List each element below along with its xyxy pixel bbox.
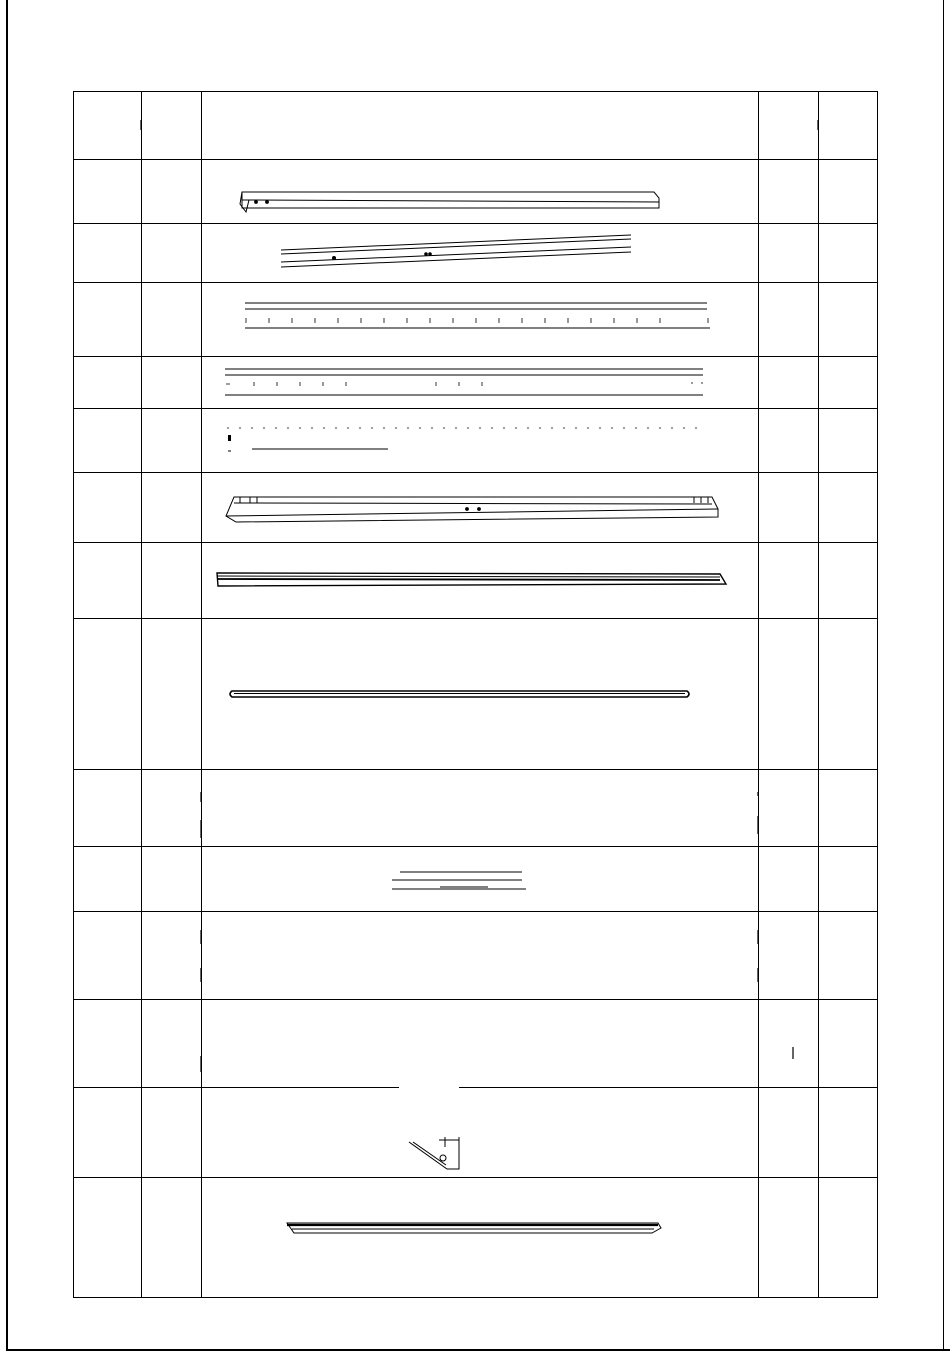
- slotted-flat-bar-long-drawing: [245, 303, 710, 328]
- angled-rail-drawing: [281, 235, 631, 267]
- page-border-bottom: [6, 1349, 950, 1351]
- slotted-flat-bar-medium-drawing: [225, 369, 703, 395]
- channel-bar-drawing: [287, 1223, 661, 1233]
- page-border-left: [6, 0, 8, 1350]
- channel-rail-drawing: [226, 497, 718, 522]
- short-flat-bars-drawing: [392, 872, 526, 889]
- parts-list-table: [73, 91, 878, 1298]
- square-tube-rail-drawing: [240, 192, 659, 212]
- round-rod-drawing: [230, 691, 689, 697]
- page-border-right: [943, 0, 944, 1350]
- short-bar-drawing: [227, 428, 700, 451]
- corner-bracket-drawing: [399, 1087, 459, 1169]
- angle-bar-drawing: [217, 573, 726, 586]
- parts-drawings: [74, 92, 879, 1299]
